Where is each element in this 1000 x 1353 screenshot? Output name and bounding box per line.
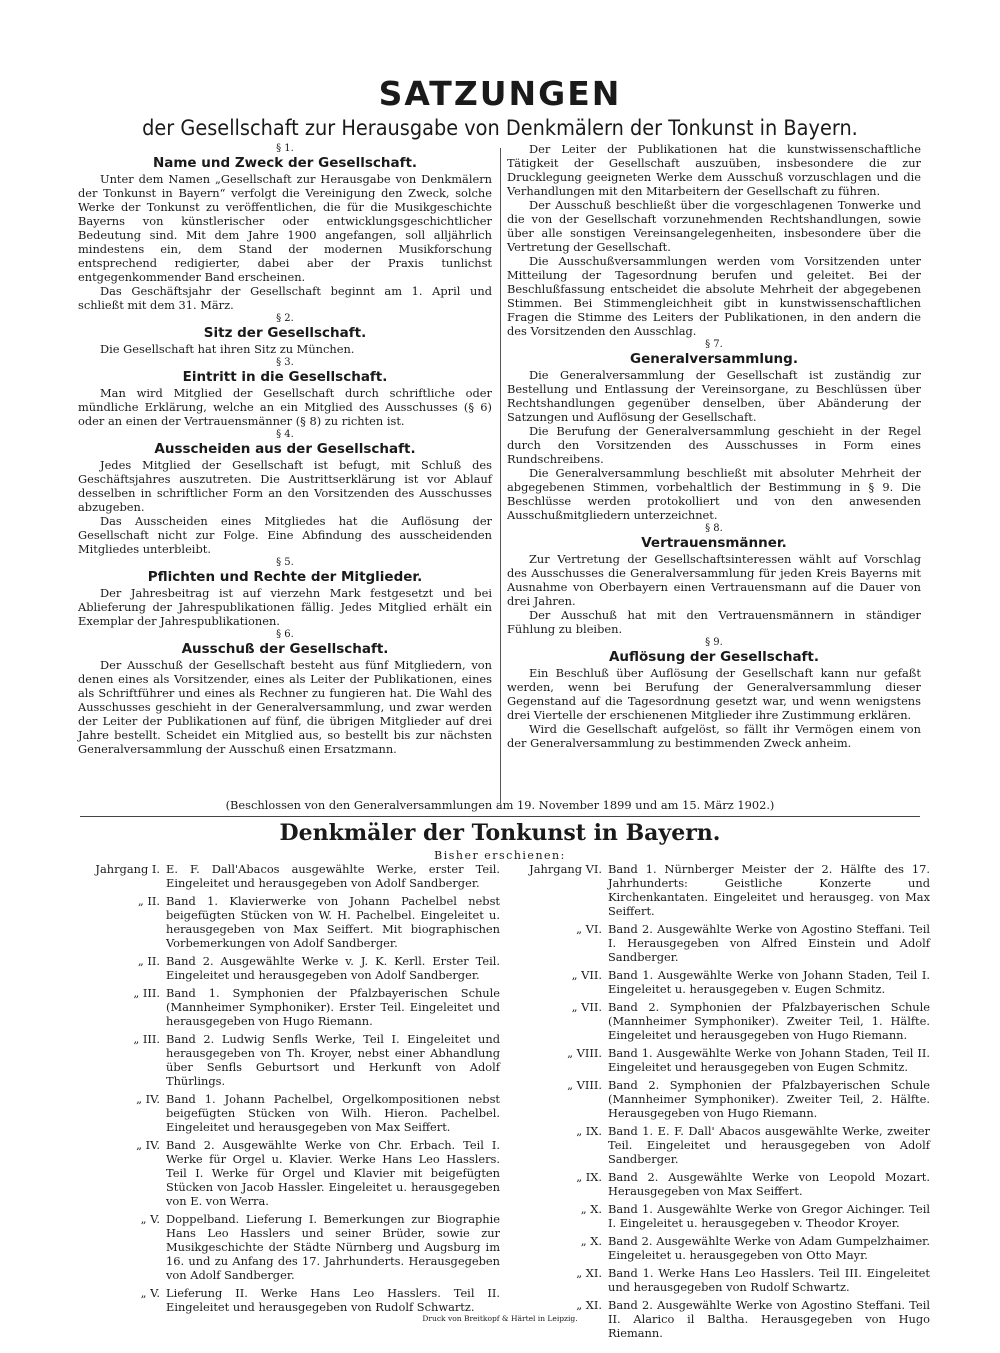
paragraph: Unter dem Namen „Gesellschaft zur Herausgabe von Denkmälern der Tonkunst in Bayern“ verfolgt die Vereinigung den Zweck, solche Werke der Tonkunst zu veröffentlichen, die für die Musikgeschichte Bayerns von künstlerischer oder entwicklungsgeschichtlicher Bedeutung sind. Mit dem Jahre 1900 angefangen, soll alljährlich mindestens ein, dem Stand der modernen Musikforschung entsprechend redigierter, dabei aber der Praxis tunlichst entgegenkommender Band erscheinen. — [78, 172, 492, 284]
section-number: § 4. — [276, 429, 294, 440]
catalog-entry-volume: „ VI. — [576, 922, 602, 936]
catalog-entry — [510, 1234, 930, 1262]
catalog-entry — [80, 1286, 500, 1314]
catalog-entry-text: Band 1. Symphonien der Pfalzbayerischen Schule (Mannheimer Symphoniker). Erster Teil. Eingeleitet und herausgegeben von Hugo Riemann. — [166, 986, 500, 1028]
catalog-entry-volume: Jahrgang I. — [95, 862, 160, 876]
catalog-entry-volume: „ VIII. — [567, 1078, 602, 1092]
section-heading: Vertrauensmänner. — [641, 535, 787, 551]
catalog-entry-text: Band 2. Ludwig Senfls Werke, Teil I. Eingeleitet und herausgegeben von Th. Kroyer, nebst einer Abhandlung über Senfls Geburtsort und Herkunft von Adolf Thürlings. — [166, 1032, 500, 1088]
catalog-entry-volume: „ VIII. — [567, 1046, 602, 1060]
catalog-entry-volume: „ II. — [137, 954, 160, 968]
catalog-entry-volume: „ III. — [133, 1032, 160, 1046]
paragraph: Das Ausscheiden eines Mitgliedes hat die Auflösung der Gesellschaft nicht zur Folge. Eine Abfindung des ausscheidenden Mitgliedes unterbleibt. — [78, 514, 492, 556]
catalog-entry-volume: „ IV. — [136, 1092, 160, 1106]
catalog-entry-volume: „ X. — [580, 1202, 602, 1216]
catalog-entry — [510, 1046, 930, 1074]
paragraph: Der Ausschuß der Gesellschaft besteht aus fünf Mitgliedern, von denen eines als Vorsitzender, eines als Leiter der Publikationen, eines als Schriftführer und eines als Rechner zu fungieren hat. Die Wahl des Ausschusses geschieht in der Generalversammlung, und zwar werden der Leiter der Publikationen auf fünf, die übrigen Mitglieder auf drei Jahre bestellt. Scheidet ein Mitglied aus, so bestellt bis zur nächsten Generalversammlung der Ausschuß einen Ersatzmann. — [78, 658, 492, 756]
paragraph: Jedes Mitglied der Gesellschaft ist befugt, mit Schluß des Geschäftsjahres auszutreten. Die Austrittserklärung ist vor Ablauf desselben in schriftlicher Form an den Vorsitzenden des Ausschusses abzugeben. — [78, 458, 492, 514]
section-heading: Ausschuß der Gesellschaft. — [181, 641, 389, 657]
column-divider — [500, 148, 501, 803]
paragraph: Der Jahresbeitrag ist auf vierzehn Mark festgesetzt und bei Ablieferung der Jahrespublikationen fällig. Jedes Mitglied erhält ein Exemplar der Jahrespublikationen. — [78, 586, 492, 628]
catalog-entry-volume: „ VII. — [571, 1000, 602, 1014]
catalog-entry — [510, 1202, 930, 1230]
catalog-entry — [80, 986, 500, 1028]
catalog-entry-text: Band 2. Ausgewählte Werke von Agostino Steffani. Teil II. Alarico il Baltha. Herausgegeben von Hugo Riemann. — [608, 1298, 930, 1340]
catalog-title: Denkmäler der Tonkunst in Bayern. — [279, 820, 721, 846]
catalog-entry-text: Band 2. Ausgewählte Werke von Leopold Mozart. Herausgegeben von Max Seiffert. — [608, 1170, 930, 1198]
paragraph: Die Generalversammlung der Gesellschaft ist zuständig zur Bestellung und Entlassung der Vereinsorgane, zu Beschlüssen über Rechtshandlungen gegenüber denselben, über Abänderung der Satzungen und Auflösung der Gesellschaft. — [507, 368, 921, 424]
catalog-entry — [510, 1266, 930, 1294]
catalog-entry-volume: „ IV. — [136, 1138, 160, 1152]
catalog-entry-volume: „ IX. — [576, 1170, 602, 1184]
catalog-entry — [510, 1124, 930, 1166]
catalog-entry — [510, 922, 930, 964]
catalog-entry — [510, 968, 930, 996]
catalog-entry-text: E. F. Dall'Abacos ausgewählte Werke, erster Teil. Eingeleitet und herausgegeben von Adolf Sandberger. — [166, 862, 500, 890]
section-heading: Name und Zweck der Gesellschaft. — [152, 155, 418, 171]
catalog-entry-text: Band 1. E. F. Dall' Abacos ausgewählte Werke, zweiter Teil. Eingeleitet und herausgegeben von Adolf Sandberger. — [608, 1124, 930, 1166]
catalog-entry — [80, 862, 500, 890]
catalog-entry-volume: „ XI. — [576, 1266, 602, 1280]
catalog-entry-volume: „ V. — [140, 1212, 160, 1226]
section-number: § 7. — [705, 339, 723, 350]
catalog-entry-text: Band 1. Ausgewählte Werke von Gregor Aichinger. Teil I. Eingeleitet u. herausgegeben v. Theodor Kroyer. — [608, 1202, 930, 1230]
paragraph: Ein Beschluß über Auflösung der Gesellschaft kann nur gefaßt werden, wenn bei Berufung der Generalversammlung dieser Gegenstand auf die Tagesordnung gesetzt war, und wenn wenigstens drei Viertelle der erschienenen Mitglieder ihre Zustimmung erklären. — [507, 666, 921, 722]
page-subtitle: der Gesellschaft zur Herausgabe von Denkmälern der Tonkunst in Bayern. — [142, 116, 858, 140]
catalog-entry-text: Band 1. Nürnberger Meister der 2. Hälfte des 17. Jahrhunderts: Geistliche Konzerte und Kirchenkantaten. Eingeleitet und herausgeg. von Max Seiffert. — [608, 862, 930, 918]
section-number: § 6. — [276, 629, 294, 640]
catalog-entry — [80, 1032, 500, 1088]
paragraph: Man wird Mitglied der Gesellschaft durch schriftliche oder mündliche Erklärung, welche an ein Mitglied des Ausschusses (§ 6) oder an einen der Vertrauensmänner (§ 8) zu richten ist. — [78, 386, 492, 428]
catalog-subtitle: Bisher erschienen: — [434, 849, 566, 862]
catalog-entry-volume: „ III. — [133, 986, 160, 1000]
paragraph: Die Berufung der Generalversammlung geschieht in der Regel durch den Vorsitzenden des Ausschusses in Form eines Rundschreibens. — [507, 424, 921, 466]
paragraph: Das Geschäftsjahr der Gesellschaft beginnt am 1. April und schließt mit dem 31. März. — [78, 284, 492, 312]
catalog-entry-text: Band 1. Klavierwerke von Johann Pachelbel nebst beigefügten Stücken von W. H. Pachelbel. Eingeleitet u. herausgegeben von Max Seiffert. Mit biographischen Vorbemerkungen von Adolf Sandberger. — [166, 894, 500, 950]
section-heading: Auflösung der Gesellschaft. — [608, 649, 820, 665]
catalog-entry-text: Band 1. Ausgewählte Werke von Johann Staden, Teil II. Eingeleitet und herausgegeben von Eugen Schmitz. — [608, 1046, 930, 1074]
catalog-entry-volume: „ II. — [137, 894, 160, 908]
page-title: SATZUNGEN — [378, 74, 622, 113]
section-heading: Sitz der Gesellschaft. — [203, 325, 367, 341]
catalog-entry — [80, 1092, 500, 1134]
catalog-entry-text: Band 2. Ausgewählte Werke von Agostino Steffani. Teil I. Herausgegeben von Alfred Einstein und Adolf Sandberger. — [608, 922, 930, 964]
section-heading: Ausscheiden aus der Gesellschaft. — [154, 441, 416, 457]
catalog-entry-text: Band 2. Ausgewählte Werke von Adam Gumpelzhaimer. Eingeleitet u. herausgegeben von Otto Mayr. — [608, 1234, 930, 1262]
paragraph: Der Ausschuß beschließt über die vorgeschlagenen Tonwerke und die von der Gesellschaft vorzunehmenden Rechtshandlungen, sowie über alle sonstigen Vereinsangelegenheiten, insbesondere über die Vertretung der Gesellschaft. — [507, 198, 921, 254]
catalog-entry — [80, 954, 500, 982]
section-heading: Eintritt in die Gesellschaft. — [182, 369, 388, 385]
paragraph: Zur Vertretung der Gesellschaftsinteressen wählt auf Vorschlag des Ausschusses die Generalversammlung für jeden Kreis Bayerns mit Ausnahme von Oberbayern einen Vertrauensmann auf die Dauer von drei Jahren. — [507, 552, 921, 608]
catalog-entry — [510, 862, 930, 918]
catalog-entry-volume: Jahrgang VI. — [529, 862, 602, 876]
paragraph: Der Leiter der Publikationen hat die kunstwissenschaftliche Tätigkeit der Gesellschaft auszuüben, insbesondere die zur Drucklegung geeigneten Werke dem Ausschuß vorzuschlagen und die Verhandlungen mit den Mitarbeitern der Gesellschaft zu führen. — [507, 142, 921, 198]
catalog-entry-volume: „ X. — [580, 1234, 602, 1248]
section-number: § 1. — [276, 143, 294, 154]
catalog-entry — [80, 1212, 500, 1282]
section-divider — [80, 816, 920, 817]
catalog-entry-text: Band 2. Ausgewählte Werke v. J. K. Kerll. Erster Teil. Eingeleitet und herausgegeben von Adolf Sandberger. — [166, 954, 500, 982]
catalog-entry-text: Band 2. Symphonien der Pfalzbayerischen Schule (Mannheimer Symphoniker). Zweiter Teil, 1. Hälfte. Eingeleitet und herausgegeben von Hugo Riemann. — [608, 1000, 930, 1042]
paragraph: Die Generalversammlung beschließt mit absoluter Mehrheit der abgegebenen Stimmen, vorbehaltlich der Bestimmung in § 9. Die Beschlüsse werden protokolliert und von den anwesenden Ausschußmitgliedern unterzeichnet. — [507, 466, 921, 522]
section-heading: Pflichten und Rechte der Mitglieder. — [147, 569, 423, 585]
catalog-entry — [510, 1000, 930, 1042]
catalog-entry — [510, 1170, 930, 1198]
catalog-entry-text: Band 1. Johann Pachelbel, Orgelkompositionen nebst beigefügten Stücken von Wilh. Hieron. Pachelbel. Eingeleitet und herausgegeben von Max Seiffert. — [166, 1092, 500, 1134]
section-number: § 5. — [276, 557, 294, 568]
catalog-entry-text: Band 2. Symphonien der Pfalzbayerischen Schule (Mannheimer Symphoniker). Zweiter Teil, 2. Hälfte. Herausgegeben von Hugo Riemann. — [608, 1078, 930, 1120]
paragraph: Wird die Gesellschaft aufgelöst, so fällt ihr Vermögen einem von der Generalversammlung zu bestimmenden Zweck anheim. — [507, 722, 921, 750]
catalog-entry-text: Band 1. Werke Hans Leo Hasslers. Teil III. Eingeleitet und herausgegeben von Rudolf Schwartz. — [608, 1266, 930, 1294]
catalog-entry-text: Doppelband. Lieferung I. Bemerkungen zur Biographie Hans Leo Hasslers und seiner Brüder, sowie zur Musikgeschichte der Städte Nürnberg und Augsburg im 16. und zu Anfang des 17. Jahrhunderts. Herausgegeben von Adolf Sandberger. — [166, 1212, 500, 1282]
statutes-left-column — [78, 142, 492, 756]
catalog-entry — [80, 894, 500, 950]
catalog-entry — [510, 1078, 930, 1120]
catalog-entry — [80, 1138, 500, 1208]
catalog-entry-volume: „ XI. — [576, 1298, 602, 1312]
catalog-entry-volume: „ VII. — [571, 968, 602, 982]
statutes-right-column — [507, 142, 921, 750]
catalog-entry-text: Band 2. Ausgewählte Werke von Chr. Erbach. Teil I. Werke für Orgel u. Klavier. Werke Hans Leo Hasslers. Teil I. Werke für Orgel und Klavier mit beigefügten Stücken von Jacob Hassler. Eingeleitet u. herausgegeben von E. von Werra. — [166, 1138, 500, 1208]
catalog-entry-volume: „ IX. — [576, 1124, 602, 1138]
section-heading: Generalversammlung. — [630, 351, 798, 367]
printer-imprint: Druck von Breitkopf & Härtel in Leipzig. — [422, 1314, 578, 1323]
paragraph: Die Ausschußversammlungen werden vom Vorsitzenden unter Mitteilung der Tagesordnung berufen und geleitet. Bei der Beschlußfassung entscheidet die absolute Mehrheit der abgegebenen Stimmen. Bei Stimmengleichheit gibt in kunstwissenschaftlichen Fragen die Stimme des Leiters der Publikationen, in den andern die des Vorsitzenden den Ausschlag. — [507, 254, 921, 338]
catalog-entry-volume: „ V. — [140, 1286, 160, 1300]
section-number: § 8. — [705, 523, 723, 534]
catalog-entry-text: Band 1. Ausgewählte Werke von Johann Staden, Teil I. Eingeleitet u. herausgegeben v. Eugen Schmitz. — [608, 968, 930, 996]
catalog-right-column — [510, 862, 930, 1344]
paragraph: Der Ausschuß hat mit den Vertrauensmännern in ständiger Fühlung zu bleiben. — [507, 608, 921, 636]
resolution-note: (Beschlossen von den Generalversammlungen am 19. November 1899 und am 15. März 1902.) — [225, 798, 775, 812]
catalog-left-column — [80, 862, 500, 1318]
paragraph: Die Gesellschaft hat ihren Sitz zu München. — [100, 342, 355, 356]
section-number: § 2. — [276, 313, 294, 324]
section-number: § 9. — [705, 637, 723, 648]
section-number: § 3. — [276, 357, 294, 368]
catalog-entry-text: Lieferung II. Werke Hans Leo Hasslers. Teil II. Eingeleitet und herausgegeben von Rudolf Schwartz. — [166, 1286, 500, 1314]
